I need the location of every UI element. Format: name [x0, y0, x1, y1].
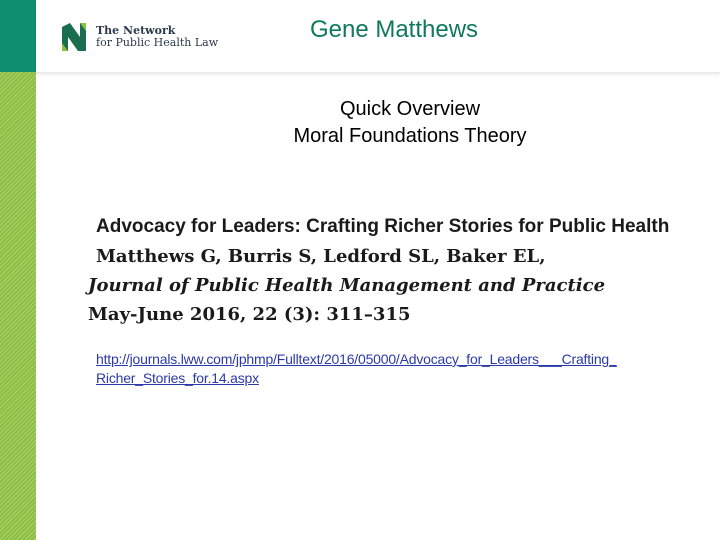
- logo-name-line2: for Public Health Law: [96, 36, 219, 49]
- top-left-accent-block: [0, 0, 36, 72]
- citation-authors: Matthews G, Burris S, Ledford SL, Baker EL,: [96, 246, 546, 267]
- logo-name-line1: The Network: [96, 24, 176, 38]
- subtitle-line1: Quick Overview: [339, 98, 481, 120]
- slide-title: Gene Matthews: [309, 16, 479, 43]
- citation-title: Advocacy for Leaders: Crafting Richer Stories for Public Health: [96, 216, 670, 237]
- article-link-line1[interactable]: http://journals.lww.com/jphmp/Fulltext/2016/05000/Advocacy_for_Leaders___Crafting_: [96, 351, 617, 367]
- slide-subtitle: [200, 96, 620, 150]
- left-decorative-stripe: [0, 0, 36, 540]
- citation-journal: Journal of Public Health Management and Practice: [88, 275, 606, 296]
- network-logo-mark-icon: [60, 21, 88, 53]
- citation-block: [88, 212, 688, 329]
- network-logo: [60, 20, 230, 54]
- subtitle-line2: Moral Foundations Theory: [293, 125, 527, 147]
- citation-date: May-June 2016, 22 (3): 311–315: [88, 304, 411, 325]
- article-link-line2[interactable]: Richer_Stories_for.14.aspx: [96, 370, 259, 386]
- article-link[interactable]: [96, 350, 696, 388]
